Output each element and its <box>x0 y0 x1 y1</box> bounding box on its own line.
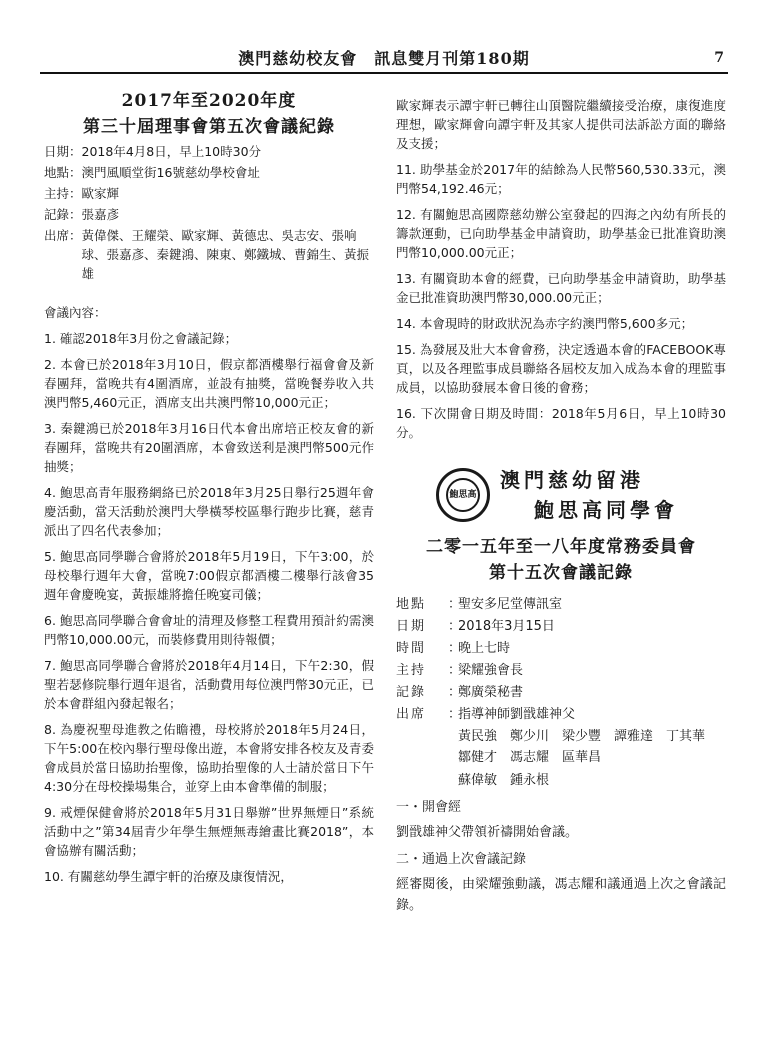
agenda-item: 13. 有關資助本會的經費，已向助學基金申請資助，助學基金已批准資助澳門幣30,000.00元正； <box>396 271 726 305</box>
newsletter-title: 澳門慈幼校友會 訊息雙月刊第180期 <box>238 49 530 68</box>
agenda-item: 5. 鮑思高同學聯合會將於2018年5月19日，下午3:00，於母校舉行週年大會，當晚7:00假京都酒樓二樓舉行該會35週年會慶晚宴，黃振雄將擔任晚宴司儀； <box>44 549 374 602</box>
agenda-item: 15. 為發展及壯大本會會務，決定透過本會的FACEBOOK專頁，以及各理監事成員聯絡各屆校友加入成為本會的理監事成員，以協助發展本會日後的會務； <box>396 342 726 395</box>
agenda-item: 12. 有關鮑思高國際慈幼辦公室發起的四海之內幼有所長的籌款運動，已向助學基金申請資助，助學基金已批准資助澳門幣10,000.00元正； <box>396 207 726 260</box>
agenda-item: 8. 為慶祝聖母進教之佑瞻禮，母校將於2018年5月24日，下午5:00在校內舉行聖母像出遊，本會將安排各校友及青委會成員於當日協助抬聖像，協助抬聖像的人士請於當日下午4:30分在母校操場集合，並穿上由本會準備的制服； <box>44 722 374 794</box>
agenda-item: 歐家輝表示譚宇軒已轉往山頂醫院繼續接受治療，康復進度理想，歐家輝會向譚宇軒及其家人提供司法訴訟方面的聯絡及支援； <box>396 98 726 151</box>
agenda-item: 14. 本會現時的財政狀況為赤字約澳門幣5,600多元； <box>396 316 694 331</box>
meta-attendees: 出席： 黃偉傑、王耀榮、歐家輝、黃德忠、吳志安、張响球、張嘉彥、秦鍵鴻、陳東、鄭鐵城、曹錦生、黃振雄 <box>44 228 370 281</box>
committee-title <box>396 534 726 586</box>
agenda-item: 16. 下次開會日期及時間：2018年5月6日，早上10時30分。 <box>396 406 726 440</box>
meeting-date: 日期 ： 2018年3月15日 <box>396 619 555 634</box>
committee-title-line1: 二零一五年至一八年度常務委員會 <box>426 537 696 557</box>
meta-recorder: 記錄： 張嘉彥 <box>44 207 120 222</box>
meta-chair: 主持： 歐家輝 <box>44 186 120 201</box>
club-name-line1: 澳門慈幼留港 <box>500 468 644 492</box>
attendees-line1: 黃民強 鄭少川 梁少豐 譚雅達 丁其華 鄒健才 馮志耀 區華昌 <box>458 729 719 765</box>
attendees-line2: 蘇偉敏 鍾永根 <box>458 773 550 788</box>
meeting-time: 時間 ： 晚上七時 <box>396 641 511 656</box>
club-name-line2: 鮑思高同學會 <box>534 498 678 522</box>
meeting-attendance: 出席 ： 指導神師劉戩雄神父 <box>396 707 576 722</box>
right-column <box>396 96 726 920</box>
agenda-item: 11. 助學基金於2017年的結餘為人民幣560,530.33元，澳門幣54,192.46元； <box>396 162 726 196</box>
header-rule <box>40 72 728 74</box>
club-seal-icon <box>436 468 490 522</box>
page-header <box>40 40 728 70</box>
page-number: 7 <box>714 50 724 66</box>
agenda-item: 4. 鮑思高青年服務網絡已於2018年3月25日舉行25週年會慶活動，當天活動於澳門大學橫琴校區舉行跑步比賽，慈青派出了四名代表參加； <box>44 485 374 538</box>
section2-heading: 二・通過上次會議記錄 <box>396 852 527 867</box>
section2-text: 經審閱後，由梁耀強動議，馮志耀和議通過上次之會議記錄。 <box>396 877 726 913</box>
section1-heading: 一・開會經 <box>396 800 462 815</box>
agenda-item: 7. 鮑思高同學聯合會將於2018年4月14日，下午2:30，假聖若瑟修院舉行週年退省，活動費用每位澳門幣30元正，已於本會群組內發起報名； <box>44 658 374 711</box>
minutes-title-line1: 2017年至2020年度 <box>121 91 297 111</box>
agenda-item: 10. 有關慈幼學生譚宇軒的治療及康復情況， <box>44 869 293 884</box>
meeting-chair: 主持 ： 梁耀強會長 <box>396 663 524 678</box>
agenda-heading: 會議內容： <box>44 305 107 320</box>
seal-text: 鮑思高 <box>446 478 480 512</box>
agenda-item: 3. 秦鍵鴻已於2018年3月16日代本會出席培正校友會的新春團拜，當晚共有20圍酒席，本會致送利是澳門幣500元作抽獎； <box>44 421 374 474</box>
committee-title-line2: 第十五次會議記錄 <box>489 563 633 583</box>
club-logo-block <box>396 462 726 528</box>
agenda-item: 9. 戒煙保健會將於2018年5月31日舉辦”世界無煙日”系統活動中之”第34屆青少年學生無煙無毒繪畫比賽2018”，本會協辦有關活動； <box>44 805 374 858</box>
attendee-list <box>458 726 726 791</box>
meeting-place: 地點 ： 聖安多尼堂傳訊室 <box>396 597 563 612</box>
section1-text: 劉戩雄神父帶領祈禱開始會議。 <box>396 825 579 840</box>
agenda-item: 2. 本會已於2018年3月10日，假京都酒樓舉行福會會及新春團拜，當晚共有4圍酒席，並設有抽獎，當晚餐券收入共澳門幣5,460元正，酒席支出共澳門幣10,000元正； <box>44 357 374 410</box>
meta-date: 日期： 2018年4月8日，早上10時30分 <box>44 144 262 159</box>
agenda-item: 1. 確認2018年3月份之會議記錄； <box>44 331 238 346</box>
meta-venue: 地點： 澳門風順堂街16號慈幼學校會址 <box>44 165 260 180</box>
meeting-recorder: 記錄 ： 鄭廣榮秘書 <box>396 685 524 700</box>
agenda-item: 6. 鮑思高同學聯合會會址的清理及修整工程費用預計約需澳門幣10,000.00元，而裝修費用則待報價； <box>44 613 374 647</box>
minutes-title-line2: 第三十屆理事會第五次會議紀錄 <box>83 117 335 137</box>
left-column <box>44 88 374 893</box>
